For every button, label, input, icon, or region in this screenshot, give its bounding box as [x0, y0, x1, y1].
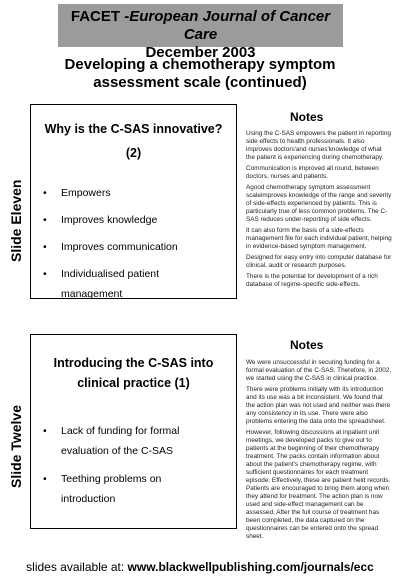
slide-twelve-notes-heading: Notes [290, 338, 324, 352]
slide-eleven-label: Slide Eleven [8, 179, 24, 262]
slide-eleven-title-line2: (2) [125, 146, 142, 160]
slide-eleven-bullets [39, 183, 234, 304]
slide-twelve-title-line1: Introducing the C-SAS into [53, 356, 214, 370]
slide-twelve-title [31, 353, 236, 393]
footer [0, 560, 400, 574]
bullet-item: • Teething problems on introduction [39, 469, 234, 509]
slide-twelve-notes [246, 359, 392, 544]
journal-title [58, 4, 343, 44]
bullet-item: • Individualised patient management [39, 264, 234, 304]
slide-eleven-box [30, 104, 237, 299]
notes-paragraph: We were unsuccessful in securing funding for a formal evaluation of the C-SAS. Therefore, in 2002, we started using the C-SAS in clinical practice. [246, 359, 392, 382]
slide-eleven-notes [246, 130, 392, 292]
page-title-line1: Developing a chemotherapy symptom [64, 56, 336, 73]
notes-paragraph: Using the C-SAS empowers the patient in reporting side effects to health professionals. It also improves doctors'and nurses'knowledge of what the patient is experiencing during chemotherapy. [246, 130, 391, 161]
notes-paragraph: There were problems initially with its introduction and its use was a bit inconsistent. We found that the action plan was not used and neither was there any consistency in its use. There were also problems entering the data onto the spreadsheet. [246, 386, 391, 425]
slide-twelve-title-line2: clinical practice (1) [77, 376, 190, 390]
bullet-item: • Lack of funding for formal evaluation of the C-SAS [39, 421, 234, 461]
bullet-dot-icon: • [43, 473, 47, 485]
bullet-item: • Improves communication [39, 237, 234, 257]
slide-eleven-title-line1: Why is the C-SAS innovative? [44, 122, 223, 136]
bullet-dot-icon: • [43, 241, 47, 253]
notes-paragraph: Agood chemotherapy symptom assessment scaleimproves knowledge of the range and severity of side-effects experienced by patients. This is particularly true of less common problems. The C-SAS reduces under-reporting of side effects. [246, 184, 392, 223]
bullet-dot-icon: • [43, 214, 47, 226]
bullet-item: • Empowers [39, 183, 234, 203]
notes-paragraph: Designed for easy entry into computer database for clinical, audit or research purposes. [246, 254, 392, 269]
bullet-dot-icon: • [43, 425, 47, 437]
slide-twelve-box [30, 334, 237, 529]
bullet-dot-icon: • [43, 187, 47, 199]
bullet-dot-icon: • [43, 268, 47, 280]
notes-paragraph: However, following discussions at inpatient unit meetings, we developed packs to give out to patients at the beginning of their chemotherapy treatment. The packs contain information about about the patient's chemotherapy regime, with sufficient questionnaires for each treatment episode. Effectively, these are patient held records. Patients are encouraged to bring them along when they attend for treatment. The action plan is now used and side-effect management can be assessed. After the full course of treatment has been completed, the data captured on the questionnaires can be entered onto the spread sheet. [246, 429, 391, 540]
footer-url-link[interactable]: www.blackwellpublishing.com/journals/ecc [127, 560, 374, 574]
slide-twelve-bullets [39, 421, 234, 509]
page-title [0, 56, 400, 92]
notes-paragraph: There is the potential for development of a rich database of regime-specific side-effects. [246, 273, 378, 288]
page-title-line2: assessment scale (continued) [93, 74, 307, 91]
notes-paragraph: It can also form the basis of a side-effects management file for each individual patient, helping in evidence-based symptom management. [246, 227, 392, 250]
notes-paragraph: Communication is improved all round, between doctors, nurses and patients. [246, 165, 379, 180]
footer-prefix: slides available at: [26, 560, 128, 574]
journal-prefix: FACET - [70, 8, 130, 25]
slide-twelve-label: Slide Twelve [8, 405, 24, 488]
journal-banner [58, 4, 343, 61]
slide-eleven-notes-heading: Notes [290, 110, 324, 124]
issue-date: December 2003 [145, 44, 256, 61]
bullet-item: • Improves knowledge [39, 210, 234, 230]
slide-eleven-title [31, 119, 236, 163]
journal-name: European Journal of Cancer Care [129, 8, 331, 43]
